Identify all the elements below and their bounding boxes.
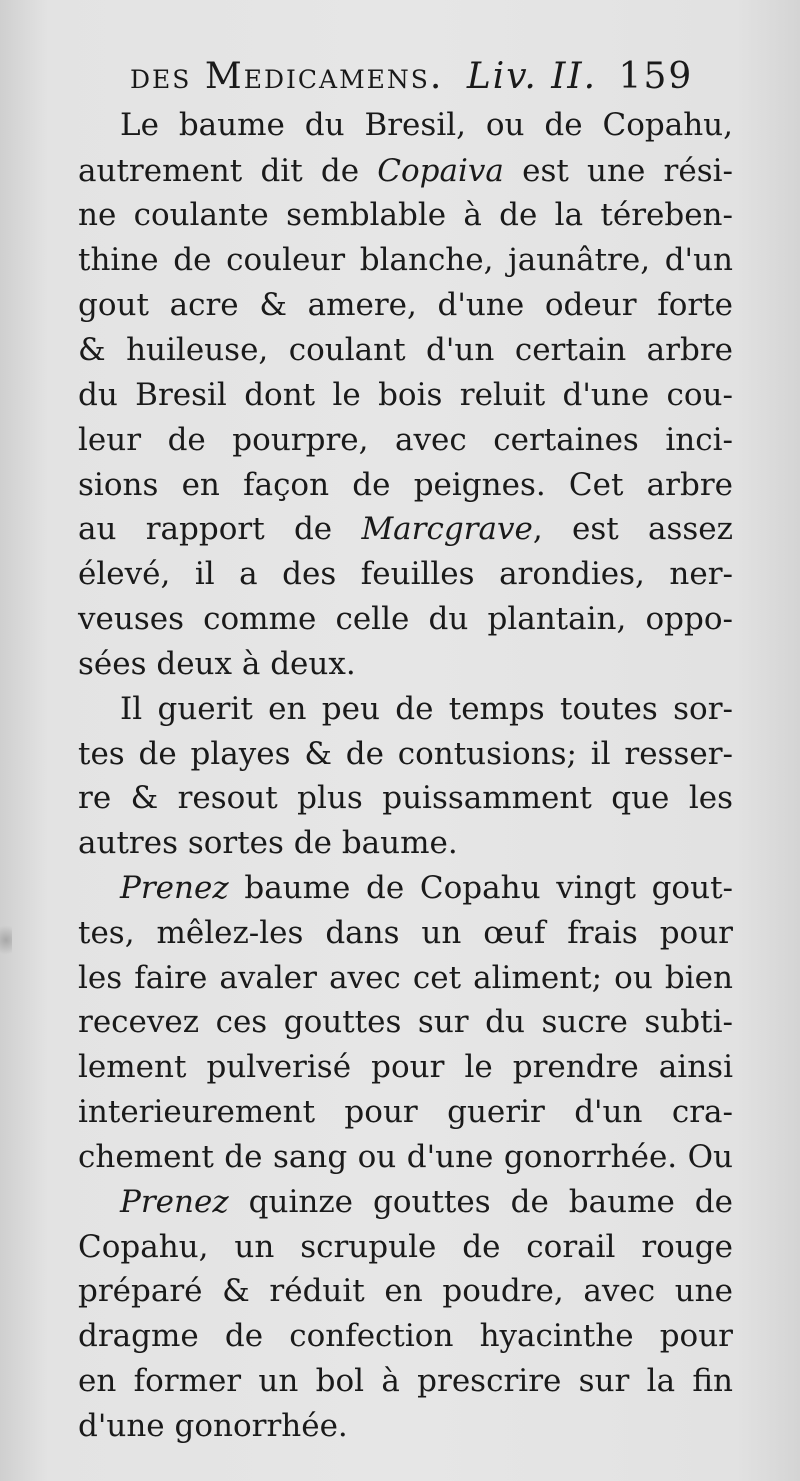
text-line: autres sortes de baume.	[78, 825, 458, 861]
text-line: les faire avaler avec cet aliment; ou bien	[78, 960, 733, 996]
text-line: sions en façon de peignes. Cet arbre	[78, 467, 733, 503]
text-line: thine de couleur blanche, jaunâtre, d'un	[78, 242, 733, 278]
text-line: chement de sang ou d'une gonorrhée. Ou	[78, 1139, 733, 1175]
text-line: tes de playes & de contusions; il resser-	[78, 736, 733, 772]
text-line: Il guerit en peu de temps toutes sor-	[120, 691, 733, 727]
text-line: en former un bol à prescrire sur la fin	[78, 1363, 733, 1399]
page-number: 159	[618, 56, 694, 97]
text-line: re & resout plus puissamment que les	[78, 780, 733, 816]
text-line: dragme de confection hyacinthe pour	[78, 1318, 733, 1354]
text-line: sées deux à deux.	[78, 646, 356, 682]
text-line: veuses comme celle du plantain, oppo-	[78, 601, 733, 637]
text-line: autrement dit de Copaiva est une rési-	[78, 153, 733, 189]
text-line: Le baume du Bresil, ou de Copahu,	[120, 107, 733, 143]
text-line: élevé, il a des feuilles arondies, ner-	[78, 556, 733, 592]
text-line: leur de pourpre, avec certaines inci-	[78, 422, 733, 458]
paper-stain	[0, 920, 12, 960]
text-line: tes, mêlez-les dans un œuf frais pour	[78, 915, 733, 951]
text-line: au rapport de Marcgrave, est assez	[78, 511, 733, 547]
text-line: & huileuse, coulant d'un certain arbre	[78, 332, 733, 368]
text-line: Prenez baume de Copahu vingt gout-	[120, 870, 733, 906]
running-header	[130, 56, 745, 102]
text-line: recevez ces gouttes sur du sucre subti-	[78, 1004, 733, 1040]
text-line: du Bresil dont le bois reluit d'une cou-	[78, 377, 733, 413]
text-line: lement pulverisé pour le prendre ainsi	[78, 1049, 733, 1085]
text-line: Prenez quinze gouttes de baume de	[120, 1184, 733, 1220]
text-line: interieurement pour guerir d'un cra-	[78, 1094, 733, 1130]
text-line: préparé & réduit en poudre, avec une	[78, 1273, 733, 1309]
text-line: d'une gonorrhée.	[78, 1408, 348, 1444]
text-line: Copahu, un scrupule de corail rouge	[78, 1229, 733, 1265]
running-title: des Medicamens.	[130, 56, 444, 97]
text-line: ne coulante semblable à de la téreben-	[78, 197, 733, 233]
text-line: gout acre & amere, d'une odeur forte	[78, 287, 733, 323]
book-number: Liv. II.	[466, 56, 598, 97]
